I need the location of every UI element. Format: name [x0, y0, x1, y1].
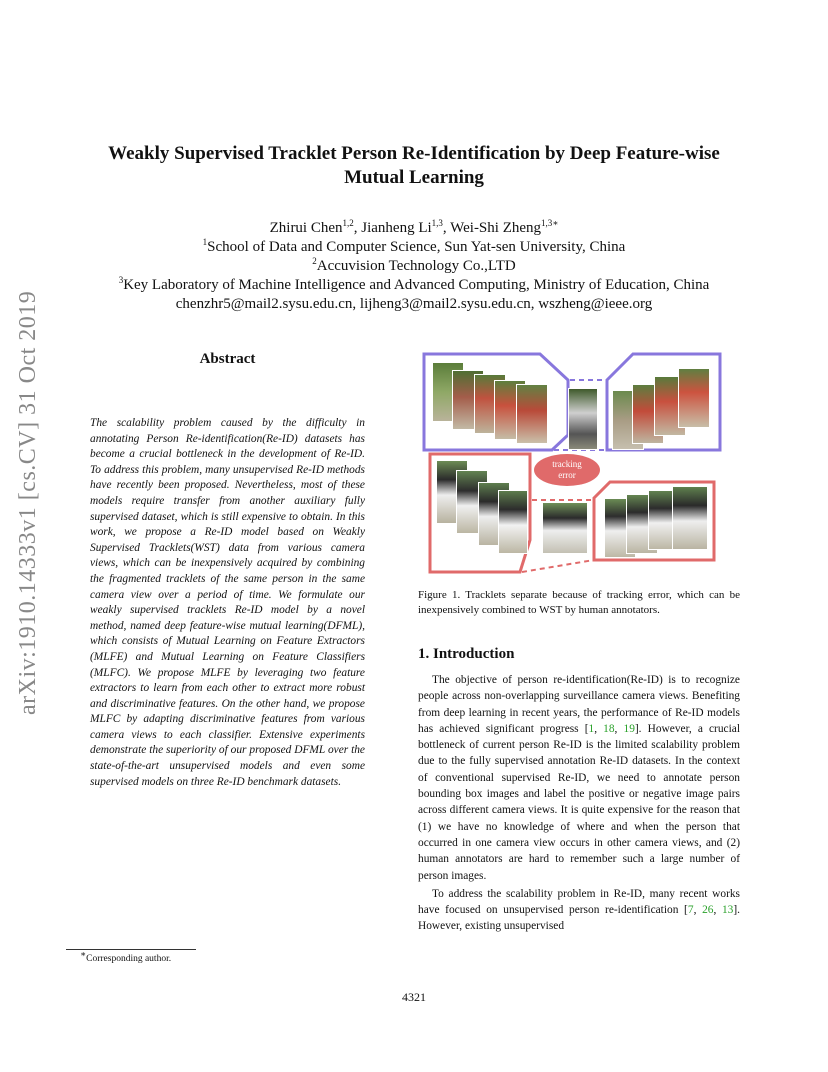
introduction-heading: 1. Introduction: [418, 646, 515, 662]
introduction-paragraph-1: [418, 672, 740, 884]
citation-link[interactable]: 18: [603, 722, 615, 735]
affiliation-2: [60, 257, 768, 276]
citation-separator: ,: [713, 904, 722, 917]
tracklet-thumbnail: [498, 490, 528, 554]
intro-text: The objective of person re-identification(Re-ID) is to recognize people across non-overlapping surveillance camera views. Benefiting from deep learning in recent years, the performance of Re-ID models has achieved significant progress [: [418, 674, 740, 735]
intro-text: To address the scalability problem in Re-ID, many recent works have focused on unsupervised person re-identification [: [418, 887, 740, 917]
tracklet-thumbnail: [516, 384, 548, 444]
author-1-affil: 1,2: [342, 218, 354, 228]
introduction-body: [418, 672, 740, 935]
title-line-2: Mutual Learning: [344, 167, 484, 188]
affiliation-1-text: School of Data and Computer Science, Sun Yat-sen University, China: [207, 239, 626, 255]
author-2: Jianheng Li: [361, 220, 432, 236]
intro-text: ]. However, existing unsupervised: [418, 904, 740, 933]
arxiv-identifier: arXiv:1910.14333v1 [cs.CV] 31 Oct 2019: [15, 290, 41, 715]
tracklet-thumbnail: [672, 486, 708, 550]
title-line-1: Weakly Supervised Tracklet Person Re-Identification by Deep Feature-wise: [108, 143, 720, 164]
citation-link[interactable]: 13: [721, 904, 734, 917]
footnote: [80, 949, 172, 965]
tracking-error-thumbnail: [568, 388, 598, 450]
author-1: Zhirui Chen: [269, 220, 343, 236]
abstract-text: The scalability problem caused by the difficulty in annotating Person Re-identification(Re-ID) datasets has become a crucial bottleneck in the development of Re-ID. To address this problem, many unsupervised Re-ID methods have recently been proposed. Nevertheless, most of these models require transfer from another auxiliary fully supervised dataset, which is still expensive to obtain. In this work, we propose a Re-ID model based on Weakly Supervised Tracklets(WST) data from various camera views, which can be inexpensively acquired by combining the fragmented tracklets of the same person in the same camera view over a period of time. We formulate our weakly supervised tracklets Re-ID model by a novel method, named deep feature-wise mutual learning(DFML), which consists of Mutual Learning on Feature Extractors (MLFE) and Mutual Learning on Feature Classifiers (MLFC). We propose MLFE by leveraging two feature extractors to learn from each other to extract more robust and discriminative features. On the other hand, we propose MLFC by adapting discriminative features from various camera views to each classifier. Extensive experiments demonstrate the superiority of our proposed DFML over the state-of-the-art unsupervised models and even some supervised models on three Re-ID benchmark datasets.: [90, 417, 365, 788]
affiliation-3-mark: 3: [118, 275, 124, 285]
author-emails: chenzhr5@mail2.sysu.edu.cn, lijheng3@mail2.sysu.edu.cn, wszheng@ieee.org: [175, 296, 653, 312]
tracking-error-label: [534, 454, 600, 486]
citation-separator: ,: [614, 722, 624, 735]
footnote-mark: ∗: [80, 949, 87, 959]
citation-separator: ,: [594, 722, 604, 735]
citation-link[interactable]: 19: [623, 722, 635, 735]
bottom-dash-lower: [522, 560, 594, 572]
author-block: [60, 219, 768, 314]
affiliation-2-mark: 2: [312, 256, 317, 266]
figure-1: [422, 350, 722, 582]
tracklet-thumbnail: [678, 368, 710, 428]
figure-1-caption: Figure 1. Tracklets separate because of tracking error, which can be inexpensively combined to WST by human annotators.: [418, 589, 740, 616]
citation-link[interactable]: 1: [588, 722, 595, 735]
affiliation-1: [60, 238, 768, 257]
footnote-text: Corresponding author.: [86, 954, 172, 965]
tracking-error-label-line-1: tracking: [552, 459, 582, 469]
affiliation-3-text: Key Laboratory of Machine Intelligence and Advanced Computing, Ministry of Education, China: [123, 277, 710, 293]
tracklet-thumbnail: [542, 502, 588, 554]
author-3: Wei-Shi Zheng: [450, 220, 542, 236]
author-names: [60, 219, 768, 238]
abstract-heading: Abstract: [199, 351, 256, 367]
author-2-affil: 1,3: [431, 218, 443, 228]
affiliation-1-mark: 1: [202, 237, 208, 247]
introduction-paragraph-2: [418, 886, 740, 935]
affiliation-2-text: Accuvision Technology Co.,LTD: [316, 258, 516, 274]
author-3-affil: 1,3∗: [541, 218, 559, 228]
affiliation-3: [60, 276, 768, 295]
citation-separator: ,: [693, 904, 703, 917]
author-separator: ,: [353, 220, 362, 236]
page-number: 4321: [402, 990, 426, 1004]
author-separator: ,: [442, 220, 451, 236]
tracking-error-label-line-2: error: [558, 470, 576, 480]
citation-link[interactable]: 7: [687, 904, 694, 917]
citation-link[interactable]: 26: [702, 904, 714, 917]
intro-text: ]. However, a crucial bottleneck of current person Re-ID is the limited scalability problem due to the fully supervised annotation Re-ID datasets. In the context of conventional supervised Re-ID, we need to annotate person bounding box images and label the positive or negative image pairs across different camera views. It is quite expensive for the reason that (1) we have no knowledge of where and when the person that occurred in one camera view occurs in other camera views, and (2) human annotators are hard to remember such a large number of person images.: [418, 722, 740, 882]
paper-title: [60, 142, 768, 190]
